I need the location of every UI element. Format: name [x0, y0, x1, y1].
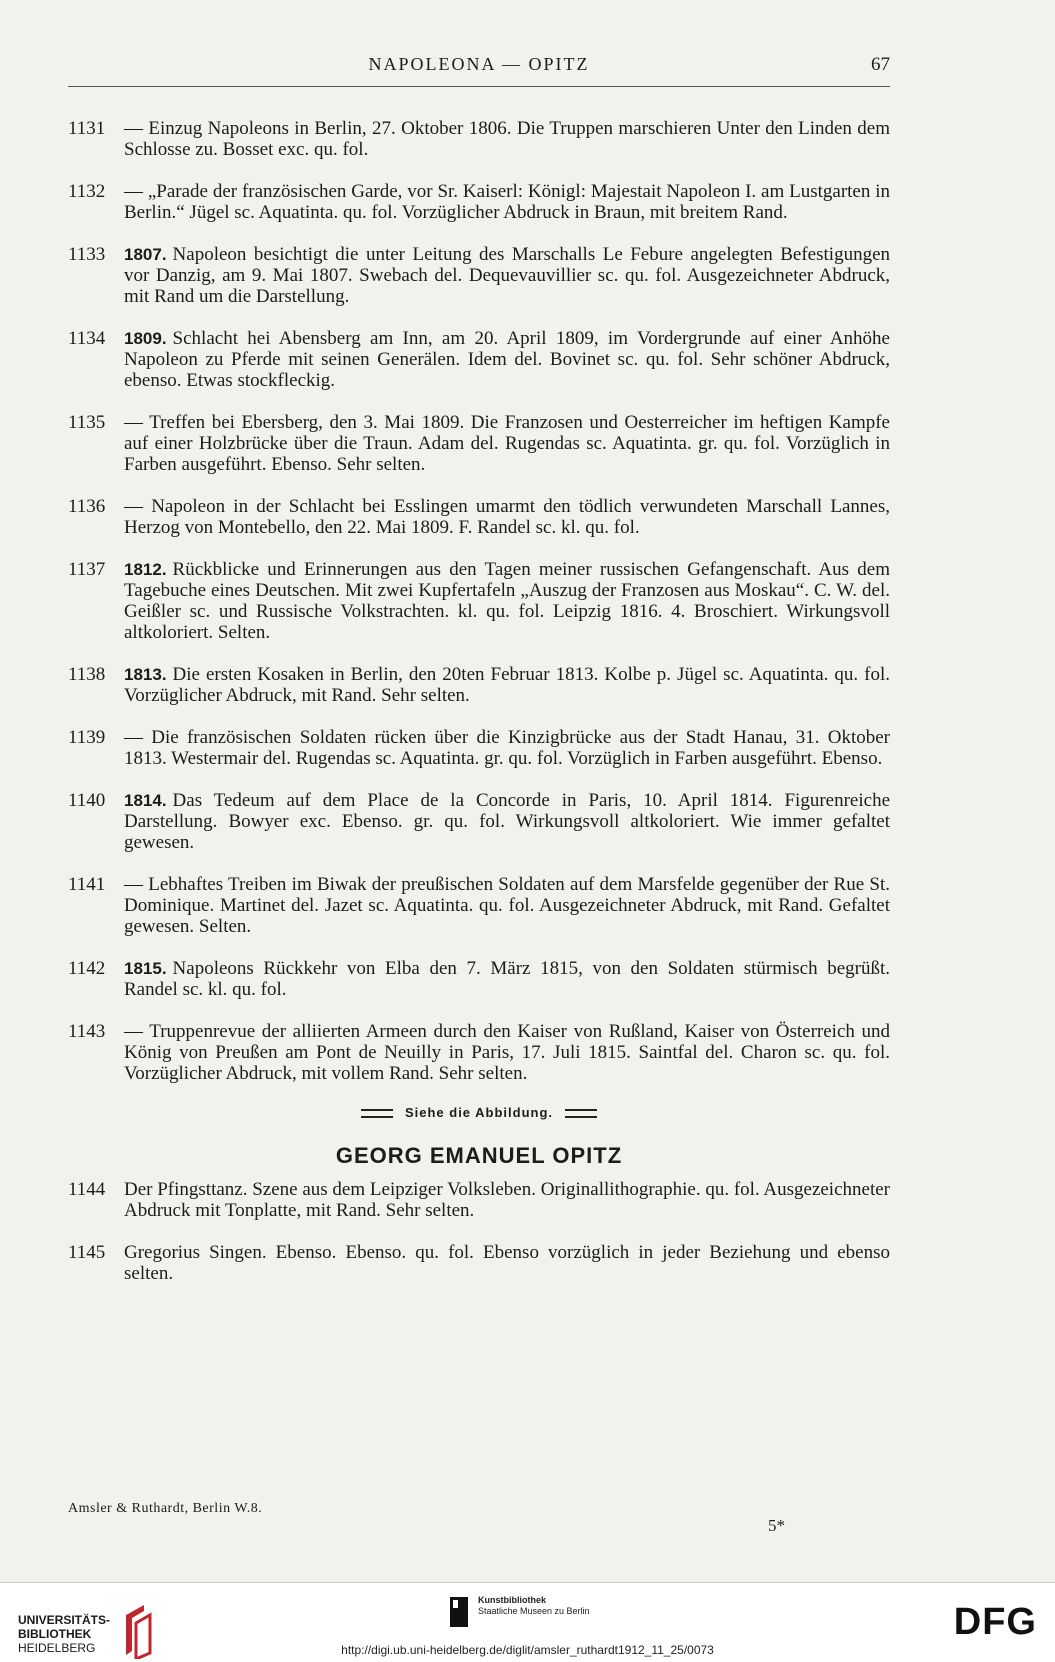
page-header [68, 52, 890, 87]
entry-year: 1812. [124, 560, 167, 579]
entry-description: Der Pfingsttanz. Szene aus dem Leipziger Volksleben. Originallithographie. qu. fol. Ausgezeichneter Abdruck mit Tonplatte, mit Rand. Sehr selten. [124, 1179, 890, 1221]
entry-description: Napoleon besichtigt die unter Leitung des Marschalls Le Febure angelegten Befestigungen vor Danzig, am 9. Mai 1807. Swebach del. Dequevauvillier sc. qu. fol. Ausgezeichneter Abdruck, mit Rand um die Darstellung. [124, 244, 890, 307]
entry-list-opitz [68, 1179, 890, 1284]
lot-number: 1141 [68, 874, 106, 895]
catalog-entry [68, 328, 890, 391]
double-rule-left [361, 1109, 393, 1118]
kunstbibliothek-subtitle: Staatliche Museen zu Berlin [478, 1606, 590, 1616]
catalog-entries [68, 118, 890, 1305]
catalog-entry [68, 790, 890, 853]
double-rule-right [565, 1109, 597, 1118]
lot-number: 1139 [68, 727, 106, 748]
see-figure-note [68, 1105, 890, 1127]
entry-description: — Lebhaftes Treiben im Biwak der preußischen Soldaten auf dem Marsfelde gegenüber der Rue St. Dominique. Martinet del. Jazet sc. Aquatinta. qu. fol. Ausgezeichneter Abdruck, mit Rand. Gefaltet gewesen. Selten. [124, 874, 890, 937]
entry-description: — Truppenrevue der alliierten Armeen durch den Kaiser von Rußland, Kaiser von Österreich und König von Preußen am Pont de Neuilly in Paris, 17. Juli 1815. Saintfal del. Charon sc. qu. fol. Vorzüglicher Abdruck, mit vollem Rand. Sehr selten. [124, 1021, 890, 1084]
entry-description: Rückblicke und Erinnerungen aus den Tagen meiner russischen Gefangenschaft. Aus dem Tagebuche eines Deutschen. Mit zwei Kupfertafeln „Auszug der Franzosen aus Moskau“. C. W. del. Geißler sc. und Russische Volkstrachten. kl. qu. fol. Leipzig 1816. 4. Broschiert. Wirkungsvoll altkoloriert. Selten. [124, 559, 890, 643]
catalog-entry [68, 496, 890, 538]
entry-description: Napoleons Rückkehr von Elba den 7. März 1815, von den Soldaten stürmisch begrüßt. Randel sc. kl. qu. fol. [124, 958, 890, 1000]
page-number: 67 [871, 54, 890, 75]
kunstbibliothek-emblem-icon [450, 1597, 468, 1627]
kunstbibliothek-name: Kunstbibliothek [478, 1595, 546, 1605]
kunstbibliothek-logo[interactable] [450, 1593, 610, 1633]
library-name-line2: BIBLIOTHEK [18, 1627, 92, 1641]
catalog-entry [68, 874, 890, 937]
lot-number: 1144 [68, 1179, 106, 1200]
lot-number: 1142 [68, 958, 106, 979]
section-heading: GEORG EMANUEL OPITZ [335, 1143, 623, 1168]
digitization-footer [0, 1582, 1055, 1662]
entry-year: 1815. [124, 959, 167, 978]
lot-number: 1131 [68, 118, 106, 139]
see-figure-text: Siehe die Abbildung. [404, 1105, 554, 1120]
entry-description: — „Parade der französischen Garde, vor Sr. Kaiserl: Königl: Majestait Napoleon I. am Lustgarten in Berlin.“ Jügel sc. Aquatinta. qu. fol. Vorzüglicher Abdruck in Braun, mit breitem Rand. [124, 181, 890, 223]
sheet-signature: 5* [768, 1516, 785, 1535]
catalog-entry [68, 181, 890, 223]
entry-description: Die ersten Kosaken in Berlin, den 20ten Februar 1813. Kolbe p. Jügel sc. Aquatinta. qu. fol. Vorzüglicher Abdruck, mit Rand. Sehr selten. [124, 664, 890, 706]
lot-number: 1133 [68, 244, 106, 265]
entry-description: Das Tedeum auf dem Place de la Concorde in Paris, 10. April 1814. Figurenreiche Darstellung. Bowyer exc. Ebenso. gr. qu. fol. Wirkungsvoll altkoloriert. Wie immer gefaltet gewesen. [124, 790, 890, 853]
catalog-entry [68, 559, 890, 643]
catalog-entry [68, 244, 890, 307]
entry-description: — Einzug Napoleons in Berlin, 27. Oktober 1806. Die Truppen marschieren Unter den Linden dem Schlosse zu. Bosset exc. qu. fol. [124, 118, 890, 160]
lot-number: 1135 [68, 412, 106, 433]
running-title: NAPOLEONA — OPITZ [368, 54, 590, 74]
catalog-entry [68, 1179, 890, 1221]
lot-number: 1145 [68, 1242, 106, 1263]
catalog-entry [68, 664, 890, 706]
library-name-line3: HEIDELBERG [18, 1641, 96, 1655]
printer-imprint: Amsler & Ruthardt, Berlin W.8. [68, 1501, 263, 1516]
entry-description: — Die französischen Soldaten rücken über die Kinzigbrücke aus der Stadt Hanau, 31. Oktober 1813. Westermair del. Rugendas sc. Aquatinta. gr. qu. fol. Vorzüglich in Farben ausgeführt. Ebenso. [124, 727, 890, 769]
lot-number: 1134 [68, 328, 106, 349]
entry-year: 1814. [124, 791, 167, 810]
dfg-logo[interactable]: DFG [953, 1601, 1037, 1643]
entry-list-napoleona [68, 118, 890, 1084]
lot-number: 1143 [68, 1021, 106, 1042]
entry-year: 1813. [124, 665, 167, 684]
catalog-entry [68, 1242, 890, 1284]
entry-description: Schlacht hei Abensberg am Inn, am 20. April 1809, im Vordergrunde auf einer Anhöhe Napoleon zu Pferde mit seinen Generälen. Idem del. Bovinet sc. qu. fol. Sehr schöner Abdruck, ebenso. Etwas stockfleckig. [124, 328, 890, 391]
entry-year: 1809. [124, 329, 167, 348]
catalog-entry [68, 727, 890, 769]
entry-description: — Treffen bei Ebersberg, den 3. Mai 1809. Die Franzosen und Oesterreicher im heftigen Kampfe auf einer Holzbrücke über die Traun. Adam del. Rugendas sc. Aquatinta. gr. qu. fol. Vorzüglich in Farben ausgeführt. Ebenso. Sehr selten. [124, 412, 890, 475]
entry-description: Gregorius Singen. Ebenso. Ebenso. qu. fol. Ebenso vorzüglich in jeder Beziehung und ebenso selten. [124, 1242, 890, 1284]
catalog-entry [68, 958, 890, 1000]
catalog-entry [68, 412, 890, 475]
catalog-entry [68, 1021, 890, 1084]
entry-description: — Napoleon in der Schlacht bei Esslingen umarmt den tödlich verwundeten Marschall Lannes, Herzog von Montebello, den 22. Mai 1809. F. Randel sc. kl. qu. fol. [124, 496, 890, 538]
lot-number: 1136 [68, 496, 106, 517]
lot-number: 1132 [68, 181, 106, 202]
catalog-entry [68, 118, 890, 160]
permalink-url[interactable]: http://digi.ub.uni-heidelberg.de/diglit/amsler_ruthardt1912_11_25/0073 [341, 1643, 714, 1657]
entry-year: 1807. [124, 245, 167, 264]
lot-number: 1140 [68, 790, 106, 811]
lot-number: 1138 [68, 664, 106, 685]
library-name-line1: UNIVERSITÄTS- [18, 1613, 111, 1627]
lot-number: 1137 [68, 559, 106, 580]
